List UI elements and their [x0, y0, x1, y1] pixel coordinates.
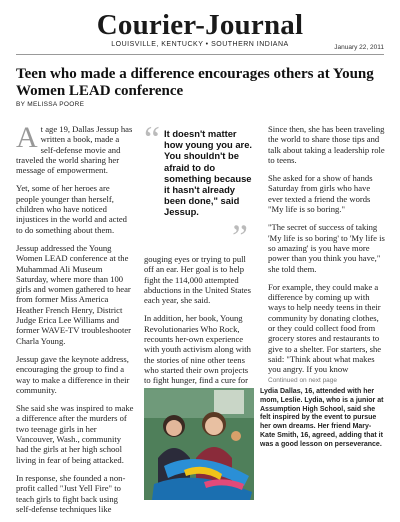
- masthead-divider: [16, 54, 384, 55]
- article-column-1: [16, 121, 134, 522]
- article-paragraph: gouging eyes or trying to pull off an ear. Her goal is to help fight the 114,000 attempted abductions in the United States each year, she said.: [144, 254, 251, 306]
- article-headline: Teen who made a difference encourages others at Young Women LEAD conference: [16, 66, 374, 99]
- article-byline: BY MELISSA POORE: [16, 101, 85, 108]
- article-paragraph: In response, she founded a non-profit called "Just Yell Fire" to teach girls to fight back using self-defense techniques like: [16, 472, 126, 514]
- article-column-3: [268, 124, 386, 386]
- article-paragraph: Since then, she has been traveling the world to share those tips and talk about taking a leadership role to teens.: [268, 124, 385, 165]
- article-paragraph: Jessup gave the keynote address, encouraging the group to find a way to make a difference in their community.: [16, 353, 130, 395]
- continued-link[interactable]: Continued on next page: [268, 376, 338, 384]
- newspaper-subtitle: LOUISVILLE, KENTUCKY • SOUTHERN INDIANA: [111, 41, 289, 48]
- masthead: [0, 10, 400, 48]
- issue-date: January 22, 2011: [334, 44, 384, 51]
- article-paragraph: She said she was inspired to make a difference after the murders of two teenage girls in her Vancouver, Wash., community had the girls at her high school living in fear of being attacked.: [16, 403, 134, 465]
- drop-cap: A: [16, 121, 38, 154]
- photo-caption: Lydia Dallas, 16, attended with her mom, Leslie. Lydia, who is a junior at Assumption High School, said she felt inspired by the event to pursue her own dreams. Her friend Mary-Kate Smith, 16, agreed, adding that it was a good lesson on perseverance.: [260, 388, 384, 448]
- pull-quote: [144, 119, 256, 257]
- article-paragraph: "The secret of success of taking 'My life is so boring' to 'My life is so amazing' is you have more power than you think you have," she told them.: [268, 222, 385, 274]
- close-quote-icon: ”: [232, 217, 248, 257]
- article-paragraph: In addition, her book, Young Revolutionaries Who Rock, recounts her-own experience with youth activism along with the stories of nine other teens who started their own projects to fight hunger, find a cure for: [144, 313, 251, 386]
- article-paragraph: Yet, some of her heroes are people younger than herself, children who have noticed injustices in the world and acted to do something about them.: [16, 183, 127, 235]
- article-paragraph: For example, they could make a difference by coming up with ways to help needy teens in their community by donating clothes, or they could collect food from grocery stores and restaurants to give to a shelter. For starters, she said: "Think about what makes you angry. If you know: [268, 281, 382, 375]
- newspaper-title: Courier-Journal: [96, 9, 304, 41]
- article-paragraph: Jessup addressed the Young Women LEAD conference at the Muhammad Ali Museum Saturday, where more than 100 girls and women gathered to hear from former Miss America Heather French Henry, District Judge Erica Lee Williams and former WAVE-TV troubleshooter Charla Young.: [16, 242, 132, 346]
- open-quote-icon: “: [144, 119, 160, 159]
- event-photo: [144, 388, 254, 500]
- article-paragraph: She asked for a show of hands Saturday from girls who have ever texted a friend the words "My life is so boring.": [268, 173, 373, 215]
- pull-quote-text: It doesn't matter how young you are. You shouldn't be afraid to do something because it hasn't already been done," said Jessup.: [164, 128, 253, 218]
- photo-illustration: [144, 388, 254, 500]
- article-paragraph: At age 19, Dallas Jessup has written a book, made a self-defense movie and traveled the world sharing her message of empowerment.: [16, 121, 133, 176]
